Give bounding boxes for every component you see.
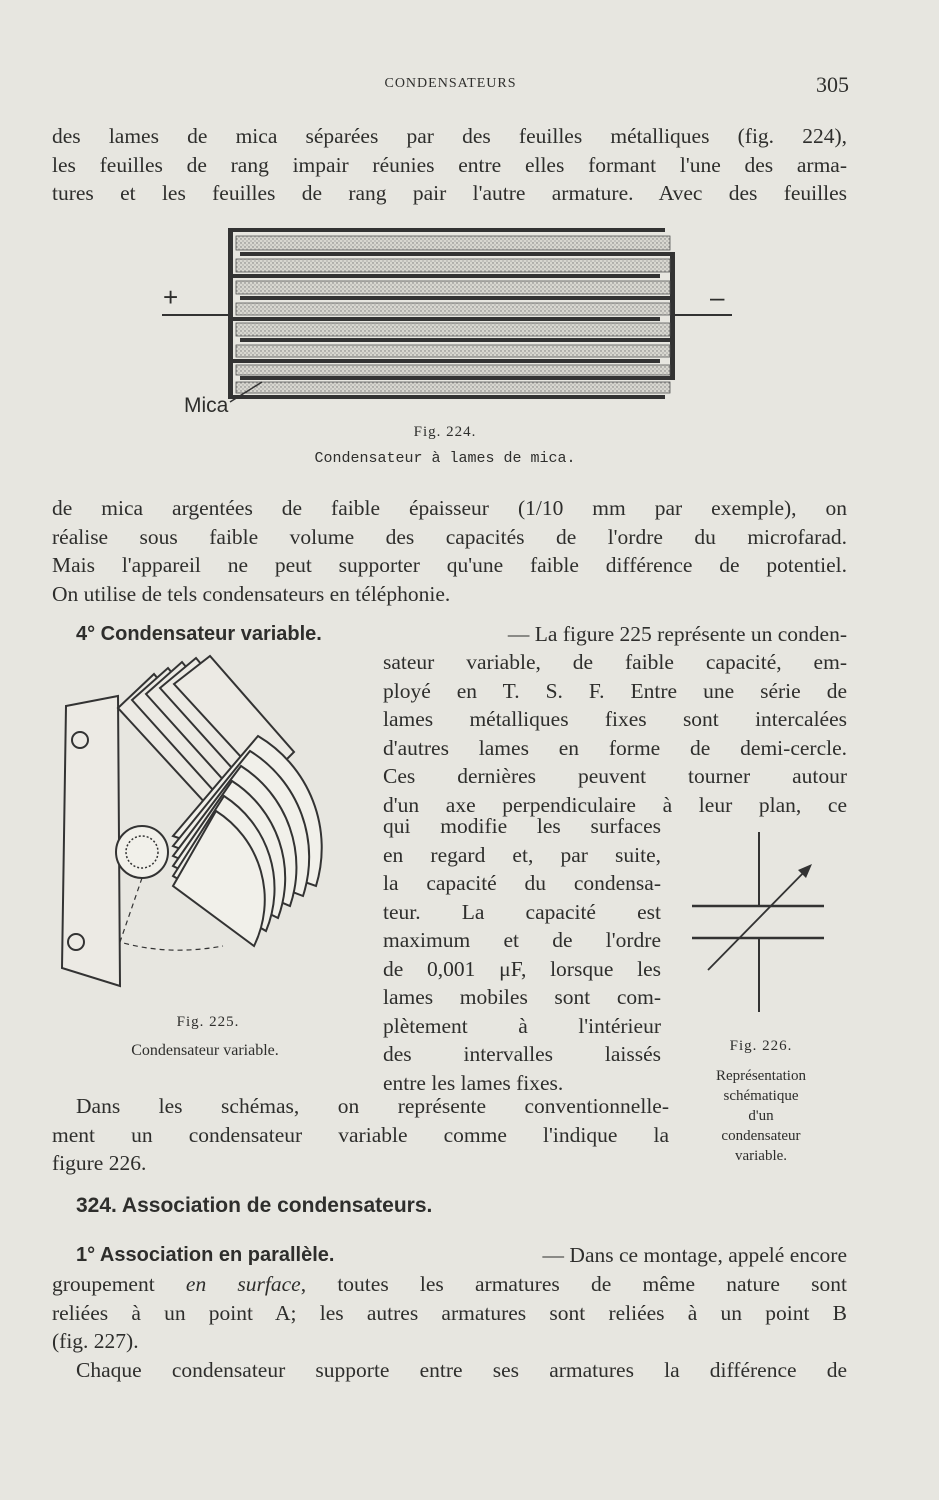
text-line: d'autres lames en forme de demi-cercle.	[383, 735, 847, 760]
fig-226-caption	[684, 1066, 838, 1166]
text-segment: , toutes les armatures de même nature sont	[300, 1272, 848, 1296]
schemas-paragraph	[52, 1092, 669, 1178]
text-line: Ces dernières peuvent tourner autour	[383, 764, 847, 788]
text-line: lames métalliques fixes sont intercalées	[383, 707, 847, 731]
fig-226-label: Fig. 226.	[729, 1038, 793, 1054]
variable-first-line	[76, 620, 847, 649]
mica-sheet	[236, 382, 670, 393]
italic-term: en surface	[185, 1272, 301, 1296]
plus-sign: +	[163, 282, 179, 312]
fig-226-drawing	[686, 830, 836, 1030]
text-line: les feuilles de rang impair réunies entre elles formant l'une des arma-	[52, 152, 847, 177]
caption-line: variable.	[734, 1148, 788, 1164]
text-line: réalise sous faible volume des capacités de l'ordre du microfarad.	[52, 524, 847, 549]
minus-sign: –	[710, 282, 725, 312]
text-line: maximum et de l'ordre	[383, 928, 661, 952]
fig-225-drawing	[58, 656, 358, 996]
text-line: la capacité du condensa-	[383, 871, 661, 895]
variable-wide-lines	[383, 648, 847, 819]
text-line: des intervalles laissés	[383, 1042, 661, 1066]
parallel-heading: 1° Association en parallèle.	[76, 1244, 335, 1266]
fig-224-label: Fig. 224.	[413, 424, 477, 440]
mica-sheet	[236, 345, 670, 357]
text-line: plètement à l'intérieur	[383, 1013, 661, 1038]
variable-heading: 4° Condensateur variable.	[76, 623, 322, 645]
page-header	[52, 72, 849, 102]
text-line: lames mobiles sont com-	[383, 985, 661, 1009]
text-line: tures et les feuilles de rang pair l'autre armature. Avec des feuilles	[52, 181, 847, 205]
text-line: ployé en T. S. F. Entre une série de	[383, 678, 847, 703]
text-line: ment un condensateur variable comme l'indique la	[52, 1122, 669, 1147]
section-title: 324. Association de condensateurs.	[76, 1194, 433, 1217]
text-line: de mica argentées de faible épaisseur (1/10 mm par exemple), on	[52, 496, 847, 520]
text-line: (fig. 227).	[52, 1329, 139, 1353]
fig-224-drawing	[160, 222, 760, 422]
page-number: 305	[816, 72, 849, 97]
text-line: des lames de mica séparées par des feuilles métalliques (fig. 224),	[52, 124, 847, 148]
text-line: Chaque condensateur supporte entre ses armatures la différence de	[76, 1358, 847, 1382]
text-line: On utilise de tels condensateurs en téléphonie.	[52, 581, 451, 606]
parallel-paragraph	[52, 1270, 847, 1356]
parallel-first-line	[76, 1241, 847, 1270]
text-line: entre les lames fixes.	[383, 1070, 564, 1095]
text-line: teur. La capacité est	[383, 899, 661, 924]
right-armature	[670, 254, 675, 378]
text-segment: groupement	[52, 1272, 186, 1296]
last-paragraph	[76, 1356, 847, 1385]
running-title: CONDENSATEURS	[384, 76, 517, 91]
text-line: figure 226.	[52, 1151, 147, 1175]
caption-line: Représentation	[716, 1068, 806, 1084]
text-line: reliées à un point A; les autres armatures sont reliées à un point B	[52, 1300, 847, 1325]
text-line: en regard et, par suite,	[383, 842, 661, 867]
text-line	[52, 1270, 847, 1299]
mica-sheet	[236, 303, 670, 315]
mica-sheet	[236, 236, 670, 250]
mica-sheet	[236, 281, 670, 294]
variable-narrow-lines	[383, 812, 661, 1097]
fig-224-caption: Condensateur à lames de mica.	[314, 450, 576, 467]
mica-sheet	[236, 259, 670, 272]
mica-paragraph	[52, 494, 847, 608]
caption-line: d'un	[748, 1108, 774, 1124]
text-line: — La figure 225 représente un conden-	[507, 622, 847, 646]
base-plate	[62, 696, 120, 986]
left-armature	[228, 230, 233, 398]
text-line: sateur variable, de faible capacité, em-	[383, 650, 847, 674]
text-line: Dans les schémas, on représente conventionnelle-	[76, 1094, 669, 1118]
mica-sheet	[236, 323, 670, 336]
caption-line: condensateur	[721, 1128, 801, 1144]
adjust-knob	[116, 826, 168, 878]
mica-label: Mica	[184, 394, 229, 417]
fig-225-label: Fig. 225.	[176, 1014, 240, 1030]
intro-paragraph	[52, 122, 847, 208]
text-line: Mais l'appareil ne peut supporter qu'une faible différence de potentiel.	[52, 553, 847, 577]
text-line: — Dans ce montage, appelé encore	[542, 1243, 847, 1267]
caption-line: schématique	[723, 1088, 799, 1104]
fig-225-caption: Condensateur variable.	[131, 1042, 279, 1059]
text-line: d'un axe perpendiculaire à leur plan, ce	[383, 792, 847, 817]
mica-sheet	[236, 365, 670, 375]
text-line: qui modifie les surfaces	[383, 814, 661, 838]
text-line: de 0,001 μF, lorsque les	[383, 956, 661, 981]
